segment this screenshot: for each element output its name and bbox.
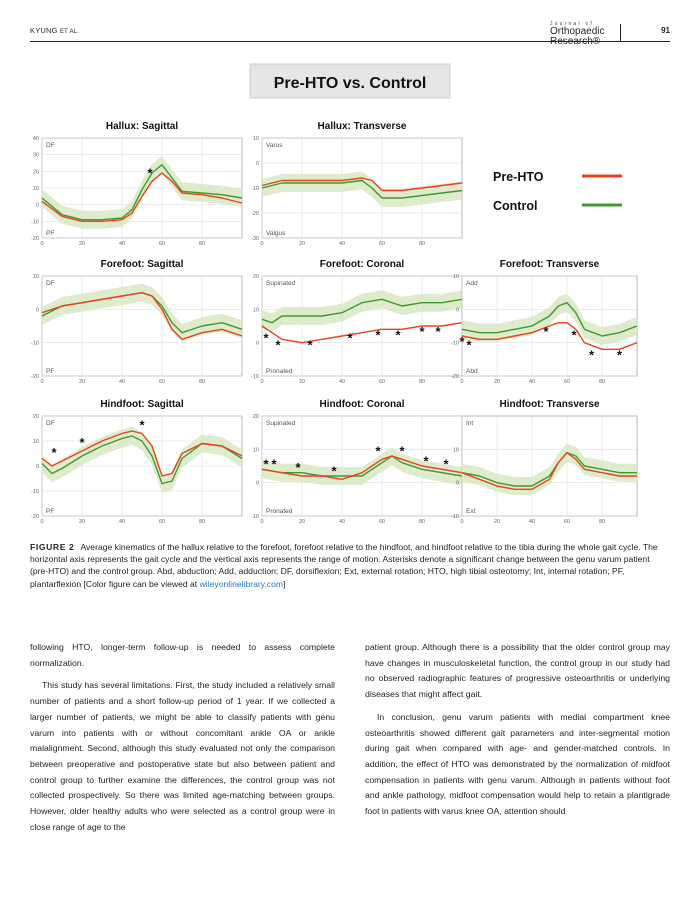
significance-asterisk: *	[51, 445, 57, 460]
x-tick-label: 20	[78, 241, 86, 247]
x-tick-label: 60	[378, 241, 386, 247]
direction-label-top: DF	[46, 420, 55, 427]
body-column-left	[30, 640, 335, 835]
x-tick-label: 20	[493, 519, 501, 525]
x-tick-label: 60	[378, 379, 386, 385]
significance-asterisk: *	[263, 330, 269, 346]
direction-label-bottom: Pronated	[266, 508, 293, 515]
chart-panel	[251, 259, 462, 385]
significance-asterisk: *	[399, 443, 405, 459]
chart-panel	[251, 121, 462, 247]
x-tick-label: 0	[40, 379, 44, 385]
y-tick-label: 10	[252, 307, 259, 314]
y-tick-label: 20	[32, 414, 39, 420]
significance-asterisk: *	[395, 327, 401, 343]
chart-panel	[31, 399, 242, 525]
significance-asterisk: *	[139, 417, 145, 433]
y-tick-label: 10	[32, 186, 39, 192]
x-tick-label: 60	[378, 519, 386, 525]
x-tick-label: 80	[418, 519, 426, 525]
direction-label-bottom: Ext	[466, 508, 476, 515]
caption-link[interactable]: wileyonlinelibrary.com	[199, 578, 284, 589]
direction-label-top: Supinated	[266, 420, 296, 427]
x-tick-label: 0	[260, 241, 264, 247]
significance-asterisk: *	[443, 456, 449, 472]
direction-label-bottom: PF	[46, 508, 55, 515]
significance-asterisk: *	[271, 456, 277, 472]
x-tick-label: 20	[493, 379, 501, 385]
direction-label-top: Int	[466, 420, 474, 427]
y-tick-label: 0	[35, 307, 39, 314]
significance-asterisk: *	[435, 324, 441, 339]
chart-panel	[251, 399, 462, 525]
x-tick-label: 0	[460, 379, 464, 385]
y-tick-label: -10	[31, 340, 39, 347]
x-tick-label: 40	[118, 519, 126, 525]
direction-label-top: DF	[46, 280, 55, 287]
figure-caption: FIGURE 2 Average kinematics of the hallux relative to the forefoot, forefoot relative to the hindfoot, and hindfoot relative to the tibia during the whole gait cycle. The horizontal axis represents the gait cycle and the vertical axis represents the range of motion. Asterisks denote a significant change between the genu varum patient (pre-HTO) and the control group. Abd, abduction; Add, adduction; DF, dorsiflexion; Ext, external rotation; HTO, high tibial osteotomy; Int, internal rotation; PF, plantarflexion [Color figure can be viewed at wileyonlinelibrary.com]	[30, 542, 658, 589]
legend-label: Pre-HTO	[493, 170, 544, 184]
x-tick-label: 0	[40, 519, 44, 525]
significance-asterisk: *	[331, 463, 337, 479]
direction-label-bottom: PF	[46, 230, 55, 237]
banner-title: Pre-HTO vs. Control	[273, 75, 427, 92]
chart-panel	[451, 399, 637, 525]
panel-title: Hallux: Transverse	[317, 121, 407, 132]
x-tick-label: 20	[298, 379, 306, 385]
y-tick-label: -10	[251, 374, 259, 380]
x-tick-label: 40	[118, 379, 126, 385]
x-tick-label: 80	[418, 241, 426, 247]
x-tick-label: 40	[118, 241, 126, 247]
significance-asterisk: *	[588, 347, 595, 363]
direction-label-bottom: PF	[46, 368, 55, 375]
significance-asterisk: *	[295, 460, 301, 475]
significance-asterisk: *	[307, 337, 313, 353]
y-tick-label: -10	[451, 340, 459, 347]
y-tick-label: -20	[31, 374, 39, 380]
significance-asterisk: *	[466, 337, 472, 353]
running-author: KYUNG ET AL.	[30, 26, 80, 35]
significance-asterisk: *	[375, 443, 381, 459]
panel-title: Hindfoot: Transverse	[499, 399, 600, 410]
figure-2	[30, 58, 670, 528]
direction-label-top: Varus	[266, 142, 283, 149]
x-tick-label: 20	[78, 519, 86, 525]
significance-asterisk: *	[263, 456, 269, 472]
chart-panel	[31, 259, 242, 385]
y-tick-label: 20	[252, 414, 259, 420]
header-divider	[620, 24, 621, 41]
x-tick-label: 80	[418, 379, 426, 385]
direction-label-top: Supinated	[266, 280, 296, 287]
y-tick-label: -20	[251, 211, 259, 217]
y-tick-label: -20	[31, 514, 39, 520]
y-tick-label: 0	[255, 480, 259, 487]
y-tick-label: 10	[452, 447, 459, 454]
y-tick-label: 20	[252, 274, 259, 280]
x-tick-label: 80	[598, 519, 606, 525]
panel-title: Forefoot: Transverse	[499, 259, 600, 270]
body-column-right	[365, 640, 670, 820]
significance-asterisk: *	[275, 337, 281, 353]
legend-label: Control	[493, 199, 538, 213]
y-tick-label: -10	[251, 514, 259, 520]
y-tick-label: 30	[32, 152, 39, 159]
y-tick-label: -20	[451, 374, 459, 380]
x-tick-label: 0	[260, 519, 264, 525]
direction-label-top: Add	[466, 280, 478, 287]
y-tick-label: -10	[31, 489, 39, 495]
significance-asterisk: *	[375, 327, 381, 343]
x-tick-label: 0	[40, 241, 44, 247]
x-tick-label: 0	[460, 519, 464, 525]
x-tick-label: 40	[338, 379, 346, 385]
panel-title: Hallux: Sagittal	[105, 121, 179, 132]
x-tick-label: 0	[260, 379, 264, 385]
running-header	[30, 22, 670, 42]
x-tick-label: 20	[298, 519, 306, 525]
y-tick-label: -10	[251, 186, 259, 192]
header-rule	[30, 41, 670, 42]
x-tick-label: 80	[198, 379, 206, 385]
x-tick-label: 40	[338, 241, 346, 247]
y-tick-label: -30	[251, 236, 259, 242]
direction-label-top: DF	[46, 142, 55, 149]
paragraph: In conclusion, genu varum patients with medial compartment knee osteoarthritis showed different gait parameters and inter-segmental motion during gait when compared with age- and gender-matched controls. In addition, the effect of HTO was demonstrated by the normalization of midfoot compensation in patients with genu varum. Although in patients without foot and ankle pathology, midfoot compensation would help to retain a plantigrade foot in patients with varus knee OA, attention should	[365, 711, 670, 817]
y-tick-label: 0	[35, 464, 39, 470]
caption-label: FIGURE 2	[30, 542, 75, 552]
x-tick-label: 80	[198, 519, 206, 525]
x-tick-label: 60	[158, 519, 166, 525]
y-tick-label: 10	[32, 439, 39, 445]
panel-title: Hindfoot: Coronal	[319, 399, 405, 410]
chart-panel	[31, 121, 242, 247]
y-tick-label: -10	[451, 514, 459, 520]
x-tick-label: 60	[563, 519, 571, 525]
y-tick-label: 0	[455, 307, 459, 314]
x-tick-label: 20	[298, 241, 306, 247]
panel-title: Hindfoot: Sagittal	[100, 399, 184, 410]
direction-label-bottom: Pronated	[266, 368, 293, 375]
caption-text: Average kinematics of the hallux relative to the forefoot, forefoot relative to the hindfoot, and hindfoot relative to the tibia during the whole gait cycle. The horizontal axis represents the gait cycle and the vertical axis represents the range of motion. Asterisks denote a significant change between the genu varum patient (pre-HTO) and the control group. Abd, abduction; Add, adduction; DF, dorsiflexion; Ext, external rotation; HTO, high tibial osteotomy; Int, internal rotation; PF, plantarflexion [Color figure can be viewed at	[30, 542, 658, 589]
significance-asterisk: *	[571, 327, 577, 343]
significance-asterisk: *	[423, 453, 429, 469]
panel-title: Forefoot: Coronal	[319, 259, 405, 270]
y-tick-label: 0	[455, 480, 459, 487]
panel-title: Forefoot: Sagittal	[100, 259, 184, 270]
y-tick-label: 20	[32, 169, 39, 176]
direction-label-bottom: Abd	[466, 368, 478, 375]
x-tick-label: 60	[158, 241, 166, 247]
y-tick-label: 10	[32, 274, 39, 280]
paragraph: This study has several limitations. First, the study included a relatively small number of patients and a short follow-up period of 1 year. If we collected a larger number of patients, we might be able to classify patients with genu varum into patients with or without concomitant ankle OA or ankle malalignment. Second, although this study evaluated not only the comparison between preoperative and postoperative state but also between patient and control group to further examine the differences, the control group was not collected prospectively. So there was limited age-matching between groups. However, older healthy adults who were selected as a control group were in close range of age to the	[30, 680, 335, 832]
significance-asterisk: *	[419, 324, 425, 339]
x-tick-label: 40	[528, 379, 536, 385]
significance-asterisk: *	[543, 324, 549, 339]
x-tick-label: 40	[528, 519, 536, 525]
significance-asterisk: *	[79, 435, 85, 450]
significance-asterisk: *	[147, 165, 153, 181]
y-tick-label: 10	[452, 274, 459, 280]
page-number: 91	[661, 26, 670, 35]
y-tick-label: 0	[35, 202, 39, 209]
paragraph: following HTO, longer-term follow-up is needed to assess complete normalization.	[30, 642, 335, 668]
x-tick-label: 80	[198, 241, 206, 247]
x-tick-label: 80	[598, 379, 606, 385]
chart-panel	[451, 259, 637, 385]
significance-asterisk: *	[616, 347, 623, 363]
paragraph: patient group. Although there is a possibility that the older control group may have changes in musculoskeletal function, the control group in our study had no observed radiographic features of progressive osteoarthritis or underlying diseases that might affect gait.	[365, 642, 670, 700]
x-tick-label: 60	[563, 379, 571, 385]
y-tick-label: 40	[32, 136, 39, 142]
significance-asterisk: *	[347, 330, 353, 346]
kinematics-figure	[30, 58, 670, 528]
y-tick-label: -10	[31, 219, 39, 226]
y-tick-label: 0	[255, 340, 259, 347]
x-tick-label: 40	[338, 519, 346, 525]
direction-label-bottom: Valgus	[266, 230, 286, 237]
y-tick-label: 0	[255, 161, 259, 167]
journal-logo: Journal of Orthopaedic	[550, 21, 605, 37]
y-tick-label: -20	[31, 236, 39, 242]
y-tick-label: 10	[252, 447, 259, 454]
x-tick-label: 60	[158, 379, 166, 385]
significance-asterisk: *	[459, 334, 465, 349]
y-tick-label: 10	[252, 136, 259, 142]
x-tick-label: 20	[78, 379, 86, 385]
